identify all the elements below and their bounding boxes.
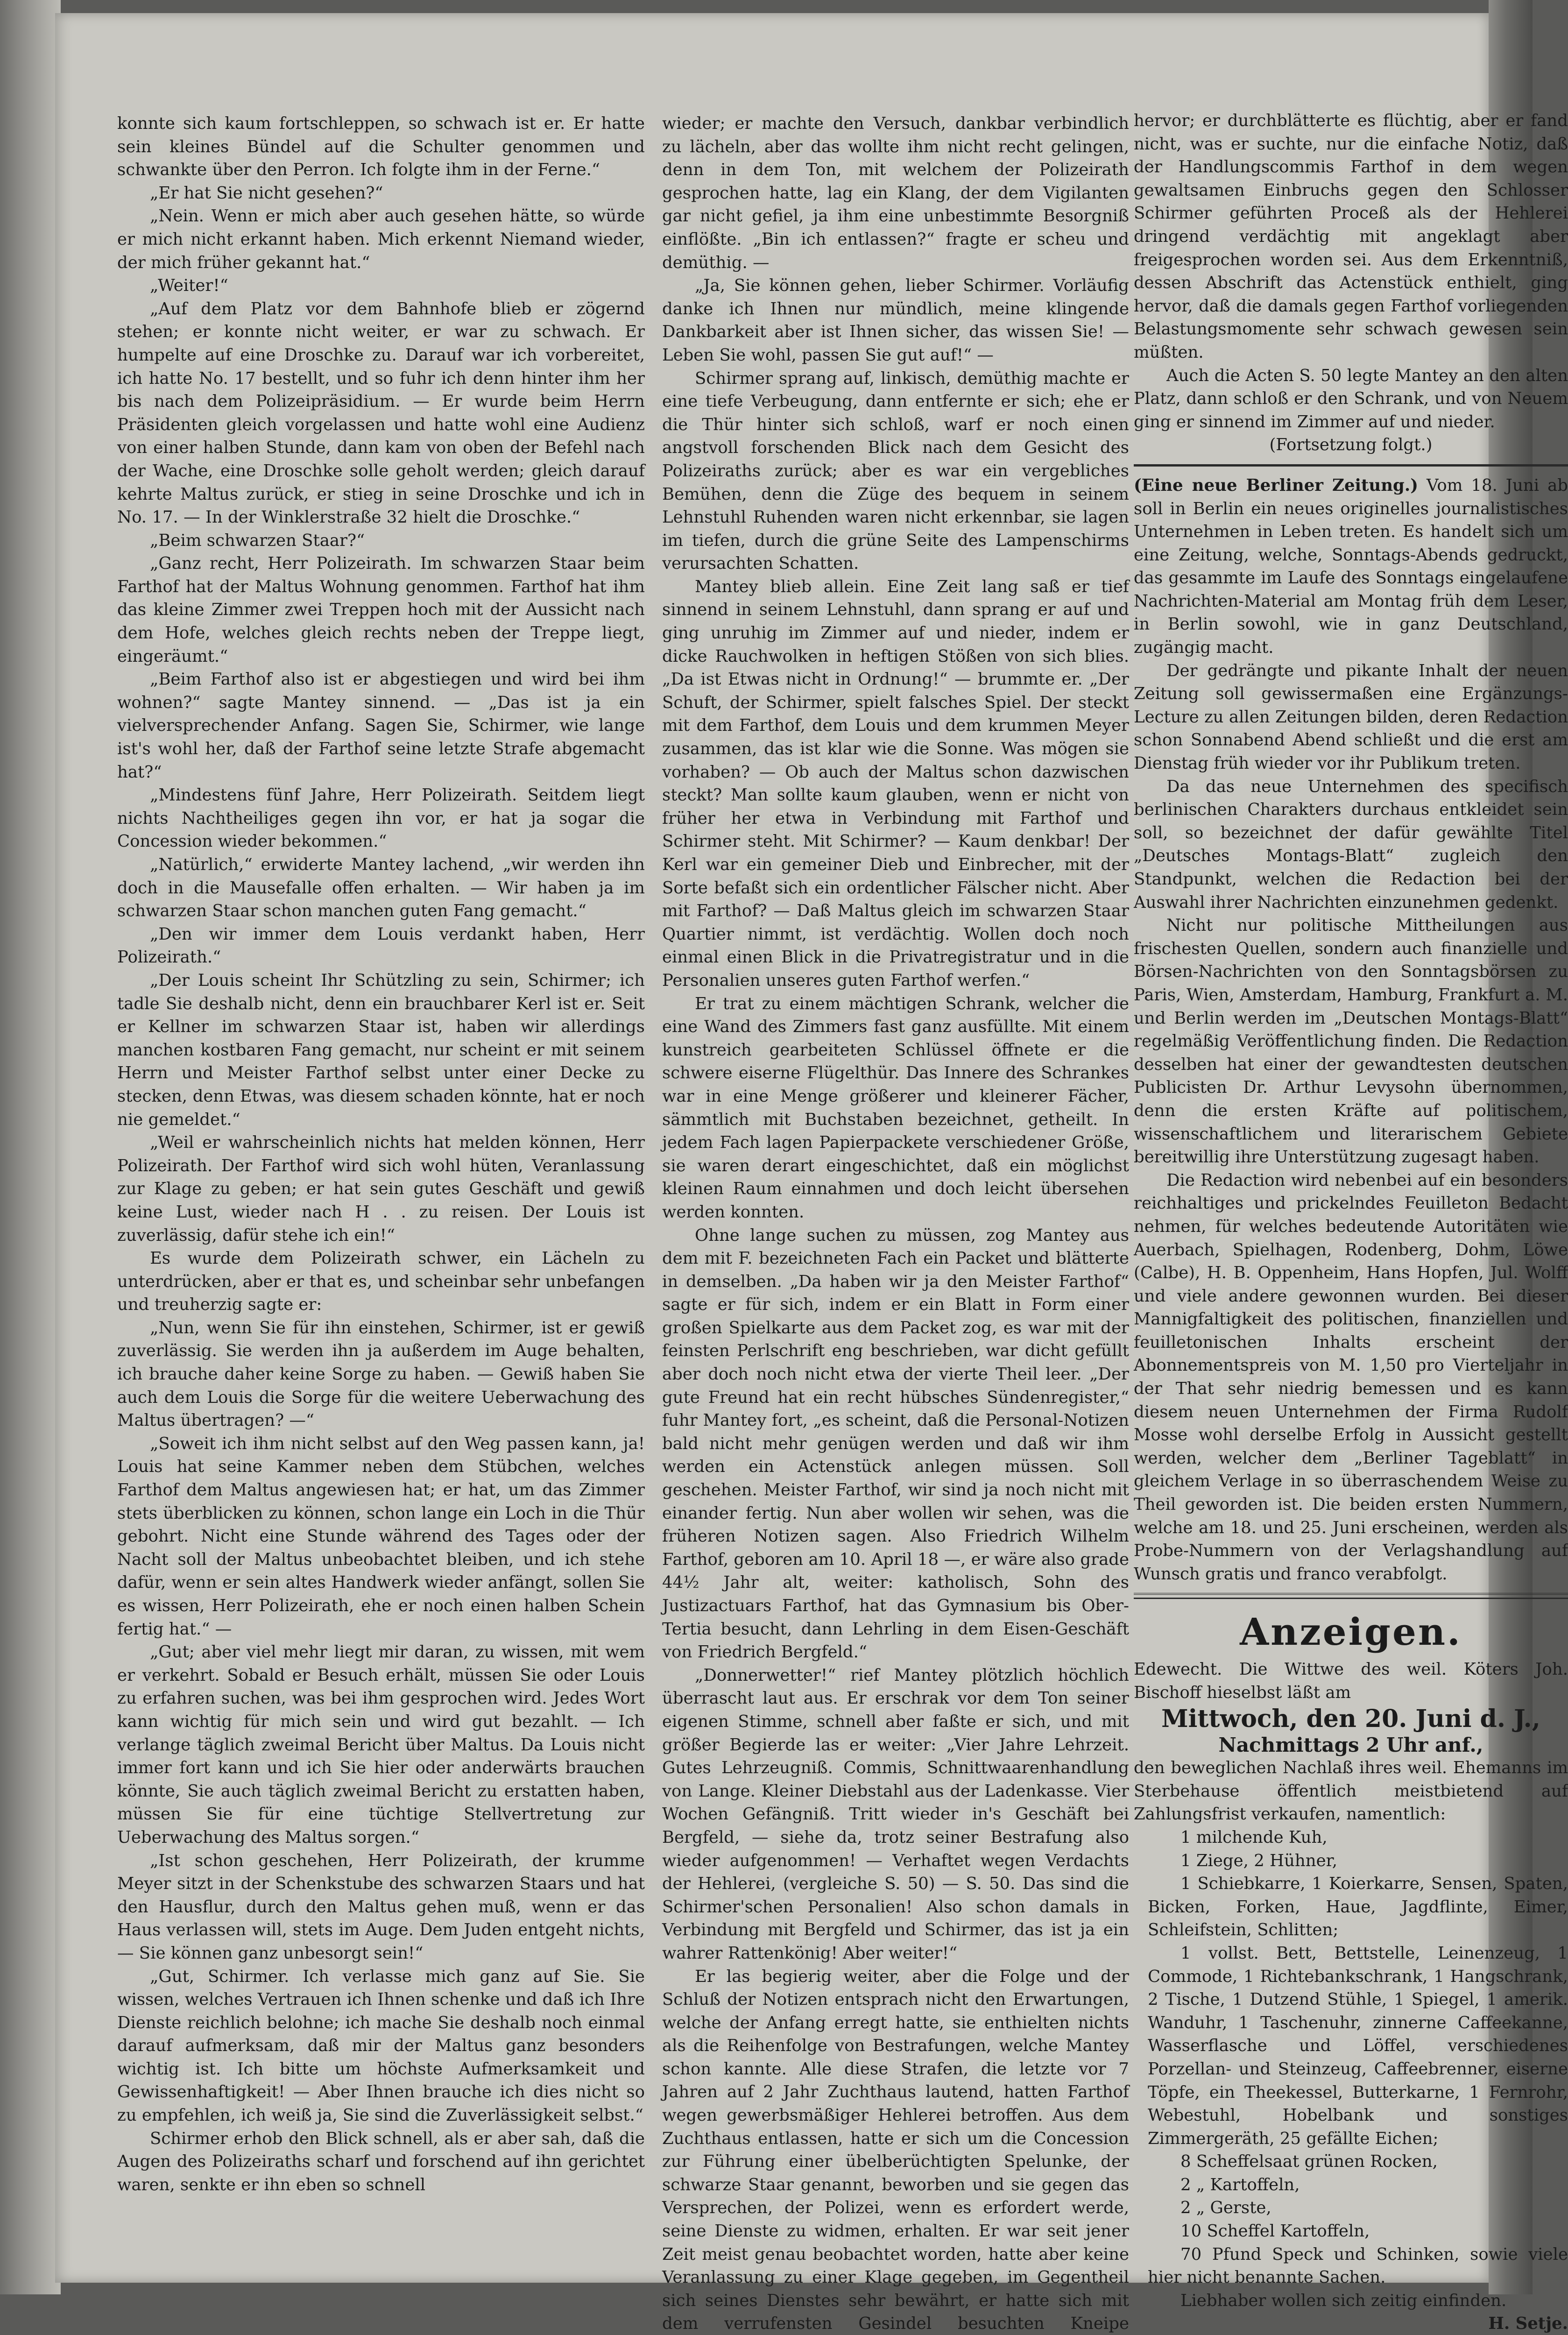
paragraph: Auch die Acten S. 50 legte Mantey an den alten Platz, dann schloß er den Schrank, und von Neuem ging er sinnend im Zimmer auf und nieder. [1134, 364, 1568, 434]
paragraph: „Soweit ich ihm nicht selbst auf den Weg passen kann, ja! Louis hat seine Kammer neben dem Stübchen, welches Farthof dem Maltus angewiesen hat; er hat, um das Zimmer stets überblicken zu können, schon lange ein Loch in die Thür gebohrt. Nicht eine Stunde während des Tages oder der Nacht soll der Maltus unbeobachtet bleiben, und ich stehe dafür, wenn er sein altes Handwerk wieder anfängt, sollen Sie es wissen, Herr Polizeirath, ehe er noch einen halben Schein fertig hat.“ — [117, 1432, 645, 1641]
ad-item: 1 milchende Kuh, [1134, 1826, 1568, 1849]
paragraph: „Gut; aber viel mehr liegt mir daran, zu wissen, mit wem er verkehrt. Sobald er Besuch erhält, müssen Sie oder Louis zu erfahren suchen, was bei ihm gesprochen wird. Jedes Wort kann wichtig für mich sein und wird gut bezahlt. — Ich verlange täglich zweimal Bericht über Maltus. Da Louis nicht immer fort kann und ich Sie hier oder anderwärts brauchen könnte, Sie auch täglich zweimal Bericht zu erstatten haben, müssen Sie für eine tüchtige Stellvertretung zur Ueberwachung des Maltus sorgen.“ [117, 1641, 645, 1849]
paragraph: Vom 18. Juni ab soll in Berlin ein neues originelles journalistisches Unternehmen in Leben treten. Es handelt sich um eine Zeitung, welche, Sonntags-Abends gedruckt, das gesammte im Laufe des Sonntags eingelaufene Nachrichten-Material am Montag früh dem Leser, in Berlin sowohl, wie in ganz Deutschland, zugängig macht. [1134, 476, 1568, 657]
newspaper-page [55, 13, 1489, 2283]
paragraph: „Beim Farthof also ist er abgestiegen und wird bei ihm wohnen?“ sagte Mantey sinnend. — „Das ist ja ein vielversprechender Anfang. Sagen Sie, Schirmer, wie lange ist's wohl her, daß der Farthof seine letzte Strafe abgemacht hat?“ [117, 668, 645, 784]
advertisement-edewecht [1134, 1658, 1568, 2335]
section-divider [1134, 464, 1568, 467]
paragraph: wieder; er machte den Versuch, dankbar verbindlich zu lächeln, aber das wollte ihm nicht recht gelingen, denn in dem Ton, mit welchem der Polizeirath gesprochen hatte, lag ein Klang, der dem Vigilanten gar nicht gefiel, ja ihm eine unbestimmte Besorgniß einflößte. „Bin ich entlassen?“ fragte er scheu und demüthig. — [662, 112, 1129, 274]
continuation-note: (Fortsetzung folgt.) [1134, 433, 1568, 457]
paragraph: „Donnerwetter!“ rief Mantey plötzlich höchlich überrascht laut aus. Er erschrak vor dem Ton seiner eigenen Stimme, schnell aber faßte er sich, und mit größer Begierde las er weiter: „Vier Jahre Lehrzeit. Gutes Lehrzeugniß. Commis, Schnittwaarenhandlung von Lange. Kleiner Diebstahl aus der Ladenkasse. Vier Wochen Gefängniß. Tritt wieder in's Geschäft bei Bergfeld, — siehe da, trotz seiner Bestrafung also wieder aufgenommen! — Verhaftet wegen Verdachts der Hehlerei, (vergleiche S. 50) — S. 50. Das sind die Schirmer'schen Personalien! Also schon damals in Verbindung mit Bergfeld und Schirmer, das ist ja ein wahrer Rattenkönig! Aber weiter!“ [662, 1664, 1129, 1965]
ad-item: 1 vollst. Bett, Bettstelle, Leinenzeug, 1 Commode, 1 Richtebankschrank, 1 Hangschrank, 2 Tische, 1 Dutzend Stühle, 1 Spiegel, 1 amerik. Wanduhr, 1 Taschenuhr, zinnerne Caffeekanne, Wasserflasche und Löffel, verschiedenes Porzellan- und Steinzeug, Caffeebrenner, eiserne Töpfe, ein Theekessel, Butterkarne, 1 Fernrohr, Webestuhl, Hobelbank und sonstiges Zimmergeräth, 25 gefällte Eichen; [1134, 1942, 1568, 2150]
paragraph: Die Redaction wird nebenbei auf ein besonders reichhaltiges und prickelndes Feuilleton Bedacht nehmen, für welches bedeutende Autoritäten wie Auerbach, Spielhagen, Rodenberg, Dohm, Löwe (Calbe), H. B. Oppenheim, Hans Hopfen, Jul. Wolff und viele andere gewonnen wurden. Bei dieser Mannigfaltigkeit des politischen, finanziellen und feuilletonischen Inhalts erscheint der Abonnementspreis von M. 1,50 pro Vierteljahr in der That sehr niedrig bemessen und es kann diesem neuen Unternehmen der Firma Rudolf Mosse wohl derselbe Erfolg in Aussicht gestellt werden, welcher dem „Berliner Tageblatt“ in gleichem Verlage in so überraschendem Weise zu Theil geworden ist. Die beiden ersten Nummern, welche am 18. und 25. Juni erscheinen, werden als Probe-Nummern von der Verlagshandlung auf Wunsch gratis und franco verabfolgt. [1134, 1169, 1568, 1586]
paragraph: Es wurde dem Polizeirath schwer, ein Lächeln zu unterdrücken, aber er that es, und scheinbar sehr unbefangen und treuherzig sagte er: [117, 1247, 645, 1316]
ad-item: 10 Scheffel Kartoffeln, [1134, 2220, 1568, 2243]
paragraph: „Natürlich,“ erwiderte Mantey lachend, „wir werden ihn doch in die Mausefalle offen erhalten. — Wir haben ja im schwarzen Staar schon manchen guten Fang gemacht.“ [117, 853, 645, 923]
column-2 [662, 112, 1129, 2335]
ad-signature: H. Setje. [1134, 2312, 1568, 2335]
paragraph: Schirmer erhob den Blick schnell, als er aber sah, daß die Augen des Polizeiraths scharf und forschend auf ihn gerichtet waren, senkte er ihn eben so schnell [117, 2127, 645, 2197]
ad-item: 2 „ Kartoffeln, [1134, 2173, 1568, 2197]
ad-item: 8 Scheffelsaat grünen Rocken, [1134, 2150, 1568, 2173]
paragraph: Nicht nur politische Mittheilungen aus frischesten Quellen, sondern auch finanzielle und Börsen-Nachrichten von den Sonntagsbörsen zu Paris, Wien, Amsterdam, Hamburg, Frankfurt a. M. und Berlin werden im „Deutschen Montags-Blatt“ regelmäßig Veröffentlichung finden. Die Redaction desselben hat einer der gewandtesten deutschen Publicisten Dr. Arthur Levysohn übernommen, denn die ersten Kräfte auf politischem, wissenschaftlichem und literarischem Gebiete bereitwillig ihre Unterstützung zugesagt haben. [1134, 914, 1568, 1169]
paragraph: „Weiter!“ [117, 274, 645, 297]
ad-intro: Edewecht. Die Wittwe des weil. Köters Joh. Bischoff hieselbst läßt am [1134, 1658, 1568, 1704]
paragraph: Schirmer sprang auf, linkisch, demüthig machte er eine tiefe Verbeugung, dann entfernte er sich; ehe er die Thür hinter sich schloß, warf er noch einen angstvoll forschenden Blick nach dem Gesicht des Polizeiraths zurück; aber es war ein vergebliches Bemühen, denn die Züge des bequem in seinem Lehnstuhl Ruhenden waren nicht erkennbar, sie lagen im tiefen, durch die grüne Seite des Lampenschirms verursachten Schatten. [662, 367, 1129, 575]
paragraph: „Gut, Schirmer. Ich verlasse mich ganz auf Sie. Sie wissen, welches Vertrauen ich Ihnen schenke und daß ich Ihre Dienste reichlich belohne; ich mache Sie deshalb noch einmal darauf aufmerksam, daß mir der Maltus ganz besonders wichtig ist. Ich bitte um höchste Aufmerksamkeit und Gewissenhaftigkeit! — Aber Ihnen brauche ich dies nicht so zu empfehlen, ich weiß ja, Sie sind die Zuverlässigkeit selbst.“ [117, 1965, 645, 2127]
ad-date: Mittwoch, den 20. Juni d. J., [1134, 1705, 1568, 1734]
paragraph: „Auf dem Platz vor dem Bahnhofe blieb er zögernd stehen; er konnte nicht weiter, er war zu schwach. Er humpelte auf eine Droschke zu. Darauf war ich vorbereitet, ich hatte No. 17 bestellt, und so fuhr ich denn hinter ihm her bis nach dem Polizeipräsidium. — Er wurde beim Herrn Präsidenten gleich vorgelassen und hatte wohl eine Audienz von einer halben Stunde, dann kam von oben der Befehl nach der Wache, eine Droschke solle geholt werden; gleich darauf kehrte Maltus zurück, er stieg in seine Droschke und ich in No. 17. — In der Winklerstraße 32 hielt die Droschke.“ [117, 297, 645, 529]
section-divider [1134, 1593, 1568, 1599]
paragraph: „Der Louis scheint Ihr Schützling zu sein, Schirmer; ich tadle Sie deshalb nicht, denn ein brauchbarer Kerl ist er. Seit er Kellner im schwarzen Staar ist, haben wir allerdings manchen kostbaren Fang gemacht, nur scheint er mit seinem Herrn und Meister Farthof selbst unter einer Decke zu stecken, denn Etwas, was diesem schaden könnte, hat er noch nie gemeldet.“ [117, 969, 645, 1131]
column-1 [117, 112, 645, 2196]
paragraph: „Ganz recht, Herr Polizeirath. Im schwarzen Staar beim Farthof hat der Maltus Wohnung genommen. Farthof hat ihm das kleine Zimmer zwei Treppen hoch mit der Aussicht nach dem Hofe, welches gleich rechts neben der Treppe liegt, eingeräumt.“ [117, 552, 645, 668]
book-spine [0, 0, 61, 2294]
paragraph: Er las begierig weiter, aber die Folge und der Schluß der Notizen entsprach nicht den Erwartungen, welche der Anfang erregt hatte, sie enthielten nichts als die Reihenfolge von Bestrafungen, welche Mantey schon kannte. Alle diese Strafen, die letzte vor 7 Jahren auf 2 Jahr Zuchthaus lautend, hatten Farthof wegen gewerbsmäßiger Hehlerei betroffen. Aus dem Zuchthaus entlassen, hatte er sich um die Concession zur Führung einer übelberüchtigten Spelunke, der schwarze Staar genannt, beworben und sie gegen das Versprechen, der Polizei, wenn es erfordert werde, seine Dienste zu widmen, erhalten. Er war seit jener Zeit meist genau beobachtet worden, hatte aber keine Veranlassung zu einer Klage gegeben, im Gegentheil sich seines Dienstes sehr bewährt, er hatte sich mit dem verrufensten Gesindel besuchten Kneipe [662, 1965, 1129, 2335]
paragraph: Mantey blieb allein. Eine Zeit lang saß er tief sinnend in seinem Lehnstuhl, dann sprang er auf und ging unruhig im Zimmer auf und nieder, indem er dicke Rauchwolken in heftigen Stößen von sich blies. „Da ist Etwas nicht in Ordnung!“ — brummte er. „Der Schuft, der Schirmer, spielt falsches Spiel. Der steckt mit dem Farthof, dem Louis und dem krummen Meyer zusammen, das ist klar wie die Sonne. Was mögen sie vorhaben? — Ob auch der Maltus schon dazwischen steckt? Man sollte kaum glauben, wenn er nicht von früher her etwa in Verbindung mit Farthof und Schirmer steht. Mit Schirmer? — Kaum denkbar! Der Kerl war ein gemeiner Dieb und Einbrecher, mit der Sorte befaßt sich ein ordentlicher Fälscher nicht. Aber mit Farthof? — Daß Maltus gleich im schwarzen Staar Quartier nimmt, ist verdächtig. Wollen doch noch einmal einen Blick in die Privatregistratur und in die Personalien unseres guten Farthof werfen.“ [662, 575, 1129, 992]
paragraph: „Nein. Wenn er mich aber auch gesehen hätte, so würde er mich nicht erkannt haben. Mich erkennt Niemand wieder, der mich früher gekannt hat.“ [117, 205, 645, 274]
ad-item: 1 Ziege, 2 Hühner, [1134, 1849, 1568, 1873]
paragraph: „Ja, Sie können gehen, lieber Schirmer. Vorläufig danke ich Ihnen nur mündlich, meine klingende Dankbarkeit aber ist Ihnen sicher, das wissen Sie! — Leben Sie wohl, passen Sie gut auf!“ — [662, 274, 1129, 367]
paragraph: „Weil er wahrscheinlich nichts hat melden können, Herr Polizeirath. Der Farthof wird sich wohl hüten, Veranlassung zur Klage zu geben; er hat sein gutes Geschäft und gewiß keine Lust, wieder nach H . . zu reisen. Der Louis ist zuverlässig, dafür stehe ich ein!“ [117, 1131, 645, 1247]
paragraph: „Beim schwarzen Staar?“ [117, 529, 645, 552]
paragraph: Der gedrängte und pikante Inhalt der neuen Zeitung soll gewissermaßen eine Ergänzungs-Lecture zu allen Zeitungen bilden, deren Redaction schon Sonnabend Abend schließt und die erst am Dienstag früh wieder vor ihr Publikum treten. [1134, 659, 1568, 775]
paragraph: Er trat zu einem mächtigen Schrank, welcher die eine Wand des Zimmers fast ganz ausfüllte. Mit einem kunstreich gearbeiteten Schlüssel öffnete er die schwere eiserne Flügelthür. Das Innere des Schrankes war in eine Menge größerer und kleinerer Fächer, sämmtlich mit Buchstaben bezeichnet, getheilt. In jedem Fach lagen Papierpackete verschiedener Größe, sie waren derart eingeschichtet, daß ein möglichst kleinen Raum einnahmen und doch leicht übersehen werden konnten. [662, 992, 1129, 1224]
ad-item: 70 Pfund Speck und Schinken, sowie viele hier nicht benannte Sachen. [1134, 2243, 1568, 2289]
ads-heading: Anzeigen. [1134, 1608, 1568, 1655]
ad-outro: Liebhaber wollen sich zeitig einfinden. [1134, 2289, 1568, 2313]
paragraph: „Den wir immer dem Louis verdankt haben, Herr Polizeirath.“ [117, 923, 645, 969]
paragraph: Ohne lange suchen zu müssen, zog Mantey aus dem mit F. bezeichneten Fach ein Packet und blätterte in demselben. „Da haben wir ja den Meister Farthof“ sagte er für sich, indem er ein Blatt in Form einer großen Spielkarte aus dem Packet zog, es war mit der feinsten Perlschrift eng beschrieben, war dicht gefüllt aber doch noch nicht etwa der vierte Theil leer. „Der gute Freund hat ein recht hübsches Sündenregister,“ fuhr Mantey fort, „es scheint, daß die Personal-Notizen bald nicht mehr genügen werden und daß wir ihm werden ein Actenstück anlegen müssen. Soll geschehen. Meister Farthof, wir sind ja noch nicht mit einander fertig. Nun aber wollen wir sehen, was die früheren Notizen sagen. Also Friedrich Wilhelm Farthof, geboren am 10. April 18 —, er wäre also grade 44½ Jahr alt, weiter: katholisch, Sohn des Justizactuars Farthof, hat das Gymnasium bis Ober-Tertia besucht, dann Lehrling in dem Eisen-Geschäft von Friedrich Bergfeld.“ [662, 1224, 1129, 1664]
ad-item: 2 „ Gerste, [1134, 2196, 1568, 2220]
ad-item: 1 Schiebkarre, 1 Koierkarre, Sensen, Spaten, Bicken, Forken, Haue, Jagdflinte, Eimer, Schleifstein, Schlitten; [1134, 1872, 1568, 1942]
paragraph: Da das neue Unternehmen des specifisch berlinischen Charakters durchaus entkleidet sein soll, so bezeichnet der dafür gewählte Titel „Deutsches Montags-Blatt“ zugleich den Standpunkt, welchen die Redaction bei der Auswahl ihrer Nachrichten einzunehmen gedenkt. [1134, 775, 1568, 914]
column-3 [1134, 109, 1568, 2335]
paragraph: „Nun, wenn Sie für ihn einstehen, Schirmer, ist er gewiß zuverlässig. Sie werden ihn ja außerdem im Auge behalten, ich brauche daher keine Sorge zu haben. — Gewiß haben Sie auch dem Louis die Sorge für die weitere Ueberwachung des Maltus übertragen? —“ [117, 1316, 645, 1432]
paragraph: konnte sich kaum fortschleppen, so schwach ist er. Er hatte sein kleines Bündel auf die Schulter genommen und schwankte über den Perron. Ich folgte ihm in der Ferne.“ [117, 112, 645, 182]
ad-time: Nachmittags 2 Uhr anf., [1134, 1734, 1568, 1757]
paragraph: hervor; er durchblätterte es flüchtig, aber er fand nicht, was er suchte, nur die einfache Notiz, daß der Handlungscommis Farthof in dem wegen gewaltsamen Einbruchs gegen den Schlosser Schirmer geführten Proceß als der Hehlerei dringend verdächtig mit angeklagt aber freigesprochen worden sei. Aus dem Erkenntniß, dessen Abschrift das Actenstück enthielt, ging hervor, daß die damals gegen Farthof vorliegenden Belastungsmomente sehr schwach gewesen sein müßten. [1134, 109, 1568, 364]
ad-text: den beweglichen Nachlaß ihres weil. Ehemanns im Sterbehause öffentlich meistbietend auf Zahlungsfrist verkaufen, namentlich: [1134, 1756, 1568, 1826]
paragraph: „Er hat Sie nicht gesehen?“ [117, 182, 645, 205]
news-title: (Eine neue Berliner Zeitung.) [1134, 476, 1418, 495]
paragraph: „Mindestens fünf Jahre, Herr Polizeirath. Seitdem liegt nichts Nachtheiliges gegen ihn vor, er hat ja sogar die Concession wieder bekommen.“ [117, 784, 645, 853]
paragraph: „Ist schon geschehen, Herr Polizeirath, der krumme Meyer sitzt in der Schenkstube des schwarzen Staars und hat den Hausflur, durch den Maltus gehen muß, wenn er das Haus verlassen will, stets im Auge. Dem Juden entgeht nichts, — Sie können ganz unbesorgt sein!“ [117, 1849, 645, 1965]
